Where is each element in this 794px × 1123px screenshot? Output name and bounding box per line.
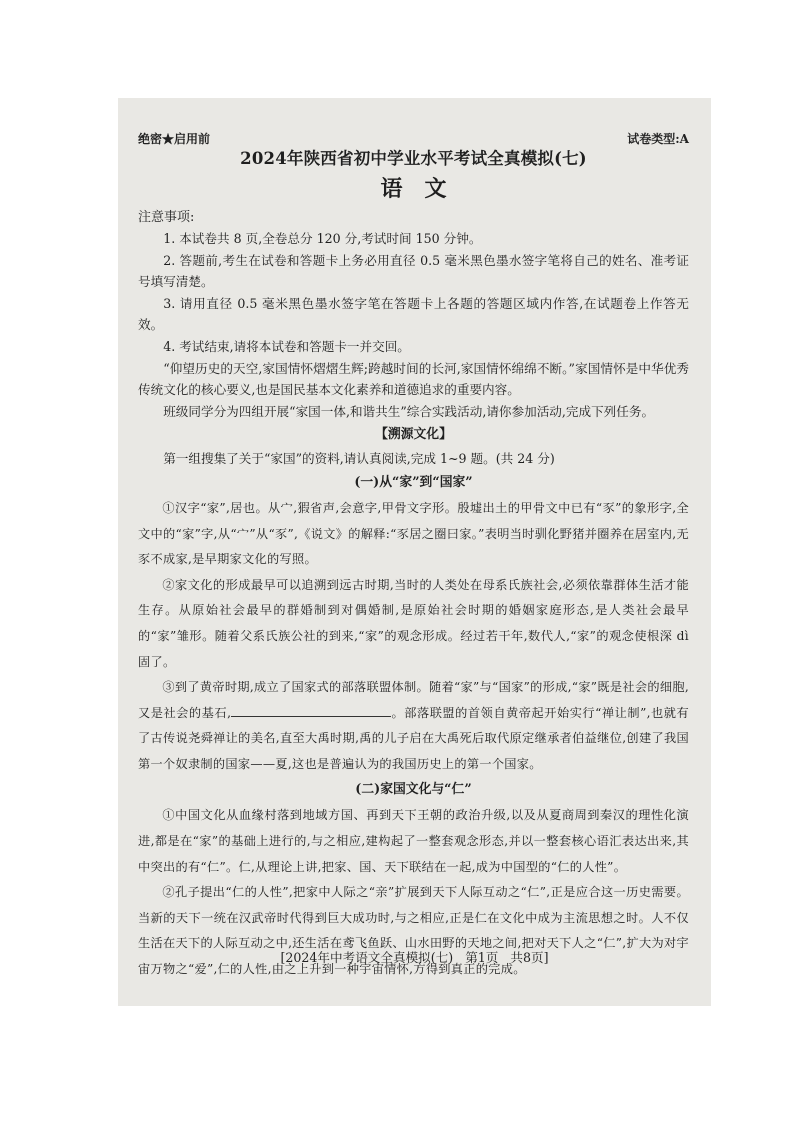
page-footer (118, 947, 711, 966)
part1-p3-end: 。部落联盟的首领自黄帝起开始实行“禅让制”,也就有了古传说尧舜禅让的美名,直至大禹时期,禹的儿子启在大禹死后取代原定继承者伯益继位,创建了我国第一个奴隶制的国家——夏,这也是普遍认为的我国历史上的第一个国家。 (138, 705, 689, 771)
part2-paragraph-1: ①中国文化从血缘村落到地域方国、再到天下王朝的政治升级,以及从夏商周到秦汉的理性化演进,都是在“家”的基础上进行的,与之相应,建构起了一整套观念形态,并以一整套核心语汇表达出来,其中突出的有“仁”。仁,从理论上讲,把家、国、天下联结在一起,成为中国型的“仁的人性”。 (138, 808, 689, 874)
part1-p3-start: ③到了黄帝时期,成立了国家式的部落联盟体制。随着“家”与“国家”的形成,“家”既是社会的细胞,又是社会的基石, (138, 680, 689, 720)
part1-paragraph-1: ①汉字“家”,居也。从宀,猳省声,会意字,甲骨文字形。殷墟出土的甲骨文中已有“豕”的象形字,全文中的“家”字,从“宀”从“豕”,《说文》的解释:“豕居之圈曰家。”表明当时驯化野猪并圈养在居室内,无豕不成家,是早期家文化的写照。 (138, 500, 689, 567)
intro-paragraph-2: 班级同学分为四组开展“家国一体,和谐共生”综合实践活动,请你参加活动,完成下列任务。 (163, 403, 655, 419)
exam-title: 2024年陕西省初中学业水平考试全真模拟(七) (240, 149, 587, 168)
secret-label: 绝密★启用前 (138, 132, 211, 146)
notice-item-4: 4. 考试结束,请将本试卷和答题卡一并交回。 (163, 338, 410, 354)
subject-title: 语文 (380, 176, 469, 202)
part2-heading: (二)家国文化与“仁” (355, 782, 472, 798)
intro-paragraph-1: “仰望历史的天空,家国情怀熠熠生辉;跨越时间的长河,家国情怀绵绵不断。”家国情怀是中华优秀传统文化的核心要义,也是国民基本文化素养和道德追求的重要内容。 (138, 360, 689, 398)
notice-item-3: 3. 请用直径 0.5 毫米黑色墨水签字笔在答题卡上各题的答题区域内作答,在试题卷上作答无效。 (138, 295, 689, 333)
footer-exam-name: [2024年中考语文全真模拟(七) (280, 950, 454, 965)
part2-paragraph-2: ②孔子提出“仁的人性”,把家中人际之“亲”扩展到天下人际互动之“仁”,正是应合这一历史需要。当新的天下一统在汉武帝时代得到巨大成功时,与之相应,正是仁在文化中成为主流思想之时。人不仅生活在天下的人际互动之中,还生活在鸢飞鱼跃、山水田野的天地之间,把对天下人之“仁”,扩大为对宇宙万物之“爱”,仁的人性,由之上升到一种宇宙情怀,方得到真正的完成。 (138, 885, 689, 977)
part1-heading: (一)从“家”到“国家” (354, 474, 473, 490)
part1-paragraph-3 (138, 675, 689, 777)
notice-heading: 注意事项: (138, 210, 195, 225)
exam-paper (118, 98, 711, 1006)
part1-paragraph-2: ②家文化的形成最早可以追溯到远古时期,当时的人类处在母系氏族社会,必须依靠群体生活才能生存。从原始社会最早的群婚制到对偶婚制,是原始社会时期的婚姻家庭形态,是人类社会最早的“家”雏形。随着父系氏族公社的到来,“家”的观念形成。经过若干年,数代人,“家”的观念使根深 dì 固了。 (138, 577, 689, 669)
fill-in-blank[interactable] (231, 704, 391, 717)
notice-item-1: 1. 本试卷共 8 页,全卷总分 120 分,考试时间 150 分钟。 (163, 231, 482, 246)
notice-item-2: 2. 答题前,考生在试卷和答题卡上务必用直径 0.5 毫米黑色墨水签字笔将自己的姓名、准考证号填写清楚。 (138, 252, 689, 290)
footer-page-number: 第1页 (465, 950, 499, 965)
task-heading: 【溯源文化】 (375, 427, 452, 443)
footer-total-pages: 共8页] (510, 950, 549, 965)
task-instruction: 第一组搜集了关于“家国”的资料,请认真阅读,完成 1~9 题。(共 24 分) (163, 451, 555, 467)
paper-type: 试卷类型:A (627, 132, 689, 146)
top-line (138, 132, 689, 146)
